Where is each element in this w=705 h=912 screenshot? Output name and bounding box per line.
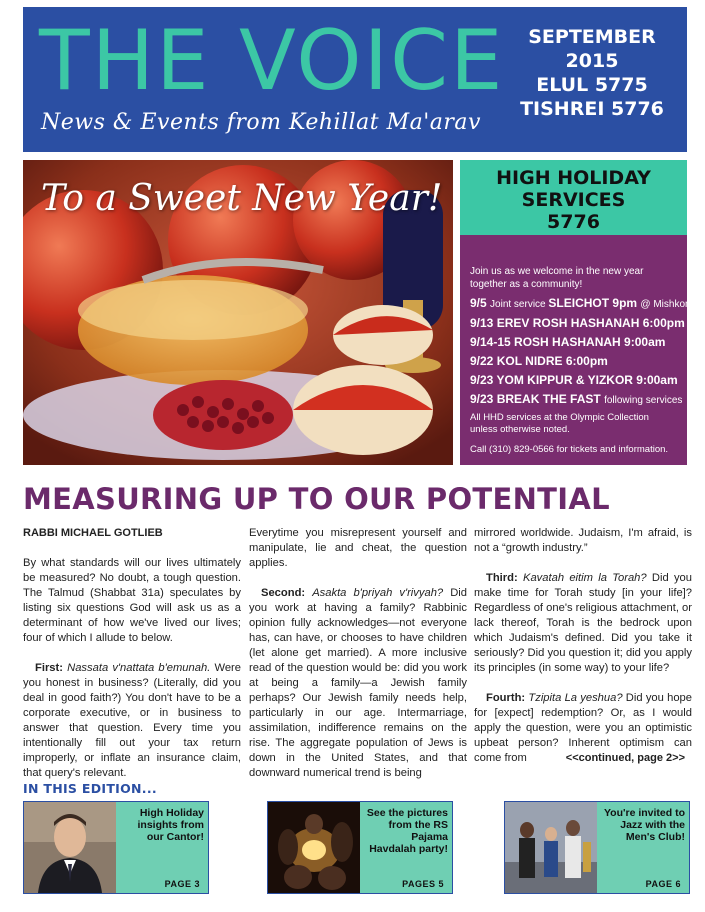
service-date: 9/14-15 bbox=[470, 335, 511, 349]
services-intro: Join us as we welcome in the new year together as a community! bbox=[470, 266, 644, 290]
newsletter-title: THE VOICE bbox=[39, 12, 505, 109]
service-row bbox=[470, 314, 685, 333]
newsletter-tagline: News & Events from Kehillat Ma'arav bbox=[41, 110, 481, 135]
paragraph-lead: Third: bbox=[486, 572, 518, 584]
service-text-prefix: Joint service bbox=[490, 299, 549, 310]
havdalah-photo bbox=[268, 802, 360, 893]
service-text: ROSH HASHANAH 9:00am bbox=[514, 335, 666, 349]
issue-hebrew-month-2: TISHREI 5776 bbox=[520, 98, 664, 120]
paragraph-body: Were you honest in business? (Literally, did you deal in good faith?) You don't have to be a corporate executive, or in business to answer that question. Every time you intentionally fill out your tax return improperly, or inflate an insurance claim, that query's relevant. bbox=[23, 662, 241, 779]
jazz-band-photo bbox=[505, 802, 597, 893]
services-call-info: Call (310) 829-0566 for tickets and information. bbox=[470, 444, 669, 455]
masthead bbox=[23, 7, 687, 152]
service-text: SLEICHOT 9pm bbox=[548, 296, 638, 310]
teaser-text: See the pictures from the RS Pajama Havdalah party! bbox=[366, 807, 448, 855]
article-byline: RABBI MICHAEL GOTLIEB bbox=[23, 527, 163, 539]
issue-hebrew-month-1: ELUL 5775 bbox=[536, 74, 648, 96]
article-paragraph bbox=[249, 586, 467, 781]
paragraph-body: Did you hope for [expect] redemption? Or, as I would apply the question, were you an optimistic upbeat person? Inherent optimism can come from bbox=[474, 692, 692, 764]
service-note: following services bbox=[604, 395, 683, 406]
hebrew-question: Asakta b'priyah v'rivyah? bbox=[312, 587, 444, 599]
teaser-text: High Holiday insights from our Cantor! bbox=[137, 807, 204, 843]
article-headline: MEASURING UP TO OUR POTENTIAL bbox=[23, 482, 610, 516]
service-row bbox=[470, 390, 683, 410]
service-row bbox=[470, 294, 691, 314]
article-paragraph: mirrored worldwide. Judaism, I'm afraid, is not a “growth industry.” bbox=[474, 527, 692, 554]
article-paragraph bbox=[23, 661, 241, 781]
article-column-1 bbox=[23, 526, 241, 796]
article-paragraph: By what standards will our lives ultimately be measured? No doubt, a tough question. The Talmud (Shabbat 31a) speculates by listing six questions God will ask us as a determinant of how we've lived our lives; four of which I allude to below. bbox=[23, 557, 241, 644]
services-heading bbox=[460, 160, 687, 235]
services-heading-line-2: SERVICES bbox=[521, 189, 626, 211]
service-row bbox=[470, 371, 679, 390]
teaser-page: PAGE 3 bbox=[164, 879, 200, 889]
cantor-photo bbox=[24, 802, 116, 893]
paragraph-lead: First: bbox=[35, 662, 63, 674]
services-heading-line-3: 5776 bbox=[547, 211, 600, 233]
hebrew-question: Nassata v'nattata b'emunah. bbox=[67, 662, 211, 674]
service-row bbox=[470, 333, 679, 352]
service-date: 9/13 bbox=[470, 316, 494, 330]
hebrew-question: Kavatah eitim la Torah? bbox=[522, 572, 647, 584]
article-column-2 bbox=[249, 526, 467, 796]
issue-year: 2015 bbox=[565, 50, 619, 72]
hero-caption: To a Sweet New Year! bbox=[41, 178, 443, 219]
service-row bbox=[470, 352, 679, 371]
services-heading-line-1: HIGH HOLIDAY bbox=[496, 167, 651, 189]
article-paragraph: Everytime you misrepresent yourself and manipulate, lie and cheat, the question applies. bbox=[249, 527, 467, 569]
paragraph-lead: Second: bbox=[261, 587, 306, 599]
edition-label: IN THIS EDITION... bbox=[23, 781, 157, 796]
article-paragraph bbox=[474, 571, 692, 676]
teaser-page: PAGES 5 bbox=[402, 879, 444, 889]
teaser-jazz[interactable] bbox=[504, 801, 690, 894]
continued-link[interactable]: <<continued, page 2>> bbox=[565, 752, 685, 764]
article-column-3 bbox=[474, 526, 692, 781]
service-note: @ Mishkon bbox=[640, 299, 691, 310]
service-text: KOL NIDRE 6:00pm bbox=[496, 354, 608, 368]
service-date: 9/5 bbox=[470, 296, 487, 310]
services-location-note: All HHD services at the Olympic Collection unless otherwise noted. bbox=[470, 412, 649, 435]
paragraph-body: Did you work at having a family? Rabbinic opinion fully acknowledges—not everyone has, can have, or chooses to have children (let alone get married). A more inclusive read of the question would be: did you work at being a family—a Jewish family perhaps? Our Jewish family needs help, particularly in our age. Intermarriage, assimilation, indifference remains on the rise. The aggregate population of Jews is down in the United States, and that downward numerical trend is being bbox=[249, 587, 468, 779]
service-date: 9/22 bbox=[470, 354, 494, 368]
teaser-cantor[interactable] bbox=[23, 801, 209, 894]
service-text: EREV ROSH HASHANAH 6:00pm bbox=[496, 316, 685, 330]
hebrew-question: Tzipita La yeshua? bbox=[528, 692, 623, 704]
teaser-text: You're invited to Jazz with the Men's Club! bbox=[603, 807, 685, 843]
paragraph-body: Did you make time for Torah study [in your life]? Regardless of one's religious attachment, or lack thereof, Torah is the bedrock upon which Judaism's defined. Did you take it seriously? Did you question it; did you apply its principles (in some way) to your life? bbox=[474, 572, 693, 674]
teaser-page: PAGE 6 bbox=[645, 879, 681, 889]
service-date: 9/23 bbox=[470, 373, 494, 387]
issue-month: SEPTEMBER bbox=[528, 26, 656, 48]
services-box bbox=[460, 235, 691, 465]
issue-dates bbox=[517, 25, 667, 121]
paragraph-lead: Fourth: bbox=[486, 692, 526, 704]
service-text: BREAK THE FAST bbox=[496, 392, 601, 406]
teaser-havdalah[interactable] bbox=[267, 801, 453, 894]
service-date: 9/23 bbox=[470, 392, 494, 406]
hero-image bbox=[23, 160, 453, 465]
service-text: YOM KIPPUR & YIZKOR 9:00am bbox=[496, 373, 678, 387]
